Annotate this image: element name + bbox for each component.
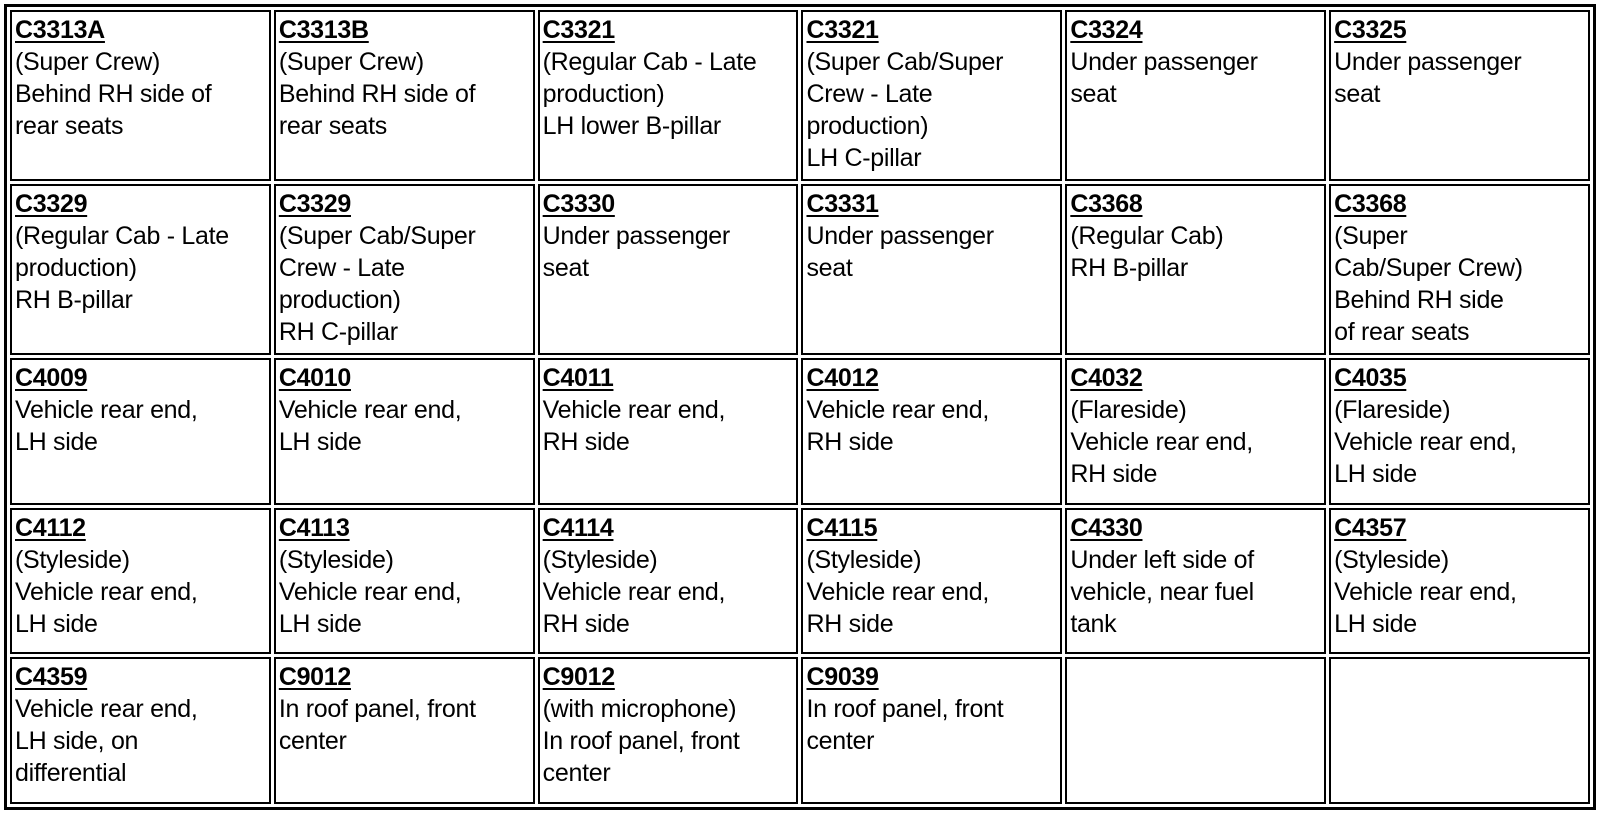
connector-id-link[interactable]: C3321 bbox=[806, 16, 879, 44]
connector-id-link[interactable]: C9039 bbox=[806, 663, 879, 692]
connector-id-link[interactable]: C3325 bbox=[1334, 16, 1407, 44]
connector-id-link[interactable]: C4113 bbox=[278, 513, 350, 542]
empty-cell bbox=[1065, 657, 1326, 804]
table-cell bbox=[1065, 358, 1326, 505]
connector-location: (Styleside) Vehicle rear end, LH side bbox=[278, 545, 462, 638]
connector-id-link[interactable]: C4115 bbox=[806, 513, 878, 542]
connector-id-link[interactable]: C4035 bbox=[1334, 364, 1407, 393]
table-cell bbox=[274, 508, 535, 655]
table-cell bbox=[1329, 508, 1590, 655]
table-cell bbox=[274, 10, 535, 181]
connector-location: (Styleside) Vehicle rear end, RH side bbox=[806, 545, 990, 638]
table-cell bbox=[1065, 10, 1326, 181]
connector-id-link[interactable]: C4357 bbox=[1334, 513, 1407, 542]
table-cell bbox=[801, 10, 1062, 181]
connector-id-link[interactable]: C4012 bbox=[806, 364, 879, 393]
connector-location: (Super Crew) Behind RH side of rear seats bbox=[278, 48, 476, 140]
table-cell bbox=[1065, 184, 1326, 355]
table-cell bbox=[801, 508, 1062, 655]
connector-id-link[interactable]: C4032 bbox=[1070, 364, 1143, 393]
connector-id-link[interactable]: C9012 bbox=[542, 663, 615, 692]
connector-location: Under passenger seat bbox=[1334, 48, 1522, 108]
table-cell bbox=[10, 10, 271, 181]
connector-id-link[interactable]: C3321 bbox=[542, 16, 615, 44]
connector-id-link[interactable]: C3324 bbox=[1070, 16, 1143, 44]
connector-id-link[interactable]: C9012 bbox=[278, 663, 351, 692]
connector-location: (Super Cab/Super Crew) Behind RH side of rear seats bbox=[1334, 222, 1523, 347]
table-cell bbox=[1065, 508, 1326, 655]
connector-id-link[interactable]: C4114 bbox=[542, 513, 614, 542]
table-cell bbox=[1329, 184, 1590, 355]
connector-location: (Super Cab/Super Crew - Late production) LH C-pillar bbox=[806, 48, 1004, 172]
connector-location: Vehicle rear end, LH side bbox=[278, 396, 462, 457]
connector-id-link[interactable]: C4112 bbox=[15, 513, 86, 542]
connector-location: (Super Crew) Behind RH side of rear seats bbox=[15, 48, 212, 140]
connector-location: Under passenger seat bbox=[806, 222, 994, 283]
table-row bbox=[10, 358, 1590, 505]
table-row bbox=[10, 10, 1590, 181]
connector-location: (Regular Cab) RH B-pillar bbox=[1070, 222, 1224, 283]
table-cell bbox=[10, 657, 271, 804]
connector-location: (Flareside) Vehicle rear end, LH side bbox=[1334, 396, 1517, 489]
table-cell bbox=[801, 358, 1062, 505]
connector-location: (Styleside) Vehicle rear end, LH side bbox=[1334, 545, 1517, 638]
table-cell bbox=[274, 657, 535, 804]
connector-location-table bbox=[4, 4, 1596, 810]
connector-id-link[interactable]: C3313A bbox=[15, 16, 105, 44]
table-row bbox=[10, 657, 1590, 804]
connector-location: (Regular Cab - Late production) LH lower B-pillar bbox=[542, 48, 757, 140]
table-cell bbox=[538, 184, 799, 355]
table-cell bbox=[1329, 358, 1590, 505]
connector-location: (Regular Cab - Late production) RH B-pillar bbox=[15, 222, 229, 315]
table-cell bbox=[274, 358, 535, 505]
table-row bbox=[10, 508, 1590, 655]
connector-id-link[interactable]: C4011 bbox=[542, 364, 614, 393]
empty-cell bbox=[1329, 657, 1590, 804]
connector-location: (Flareside) Vehicle rear end, RH side bbox=[1070, 396, 1253, 489]
connector-location: In roof panel, front center bbox=[806, 695, 1004, 756]
connector-location: (Styleside) Vehicle rear end, RH side bbox=[542, 545, 726, 638]
table-cell bbox=[538, 10, 799, 181]
table-cell bbox=[10, 508, 271, 655]
table-row bbox=[10, 184, 1590, 355]
connector-location: (Super Cab/Super Crew - Late production) RH C-pillar bbox=[278, 222, 476, 347]
table-cell bbox=[10, 184, 271, 355]
connector-location: Under passenger seat bbox=[1070, 48, 1258, 108]
connector-id-link[interactable]: C4010 bbox=[278, 364, 351, 393]
table-cell bbox=[274, 184, 535, 355]
table-cell bbox=[538, 508, 799, 655]
connector-id-link[interactable]: C4009 bbox=[15, 364, 88, 393]
connector-id-link[interactable]: C4359 bbox=[15, 663, 88, 692]
connector-location: Under passenger seat bbox=[542, 222, 730, 283]
table-cell bbox=[538, 358, 799, 505]
connector-id-link[interactable]: C3330 bbox=[542, 190, 615, 219]
connector-location: (Styleside) Vehicle rear end, LH side bbox=[15, 545, 198, 638]
connector-location: (with microphone) In roof panel, front center bbox=[542, 695, 740, 788]
table-cell bbox=[538, 657, 799, 804]
connector-id-link[interactable]: C3329 bbox=[15, 190, 88, 219]
connector-id-link[interactable]: C3368 bbox=[1070, 190, 1143, 219]
connector-location: Under left side of vehicle, near fuel tank bbox=[1070, 545, 1254, 638]
table-cell bbox=[1329, 10, 1590, 181]
table-cell bbox=[801, 184, 1062, 355]
connector-id-link[interactable]: C4330 bbox=[1070, 513, 1143, 542]
connector-id-link[interactable]: C3368 bbox=[1334, 190, 1407, 219]
connector-id-link[interactable]: C3313B bbox=[278, 16, 369, 44]
connector-id-link[interactable]: C3331 bbox=[806, 190, 879, 219]
connector-location: Vehicle rear end, RH side bbox=[806, 396, 990, 457]
connector-location: In roof panel, front center bbox=[278, 695, 476, 756]
connector-location: Vehicle rear end, LH side, on differential bbox=[15, 695, 198, 788]
table-cell bbox=[10, 358, 271, 505]
connector-id-link[interactable]: C3329 bbox=[278, 190, 351, 219]
connector-location: Vehicle rear end, LH side bbox=[15, 396, 198, 457]
connector-location: Vehicle rear end, RH side bbox=[542, 396, 726, 457]
table-cell bbox=[801, 657, 1062, 804]
